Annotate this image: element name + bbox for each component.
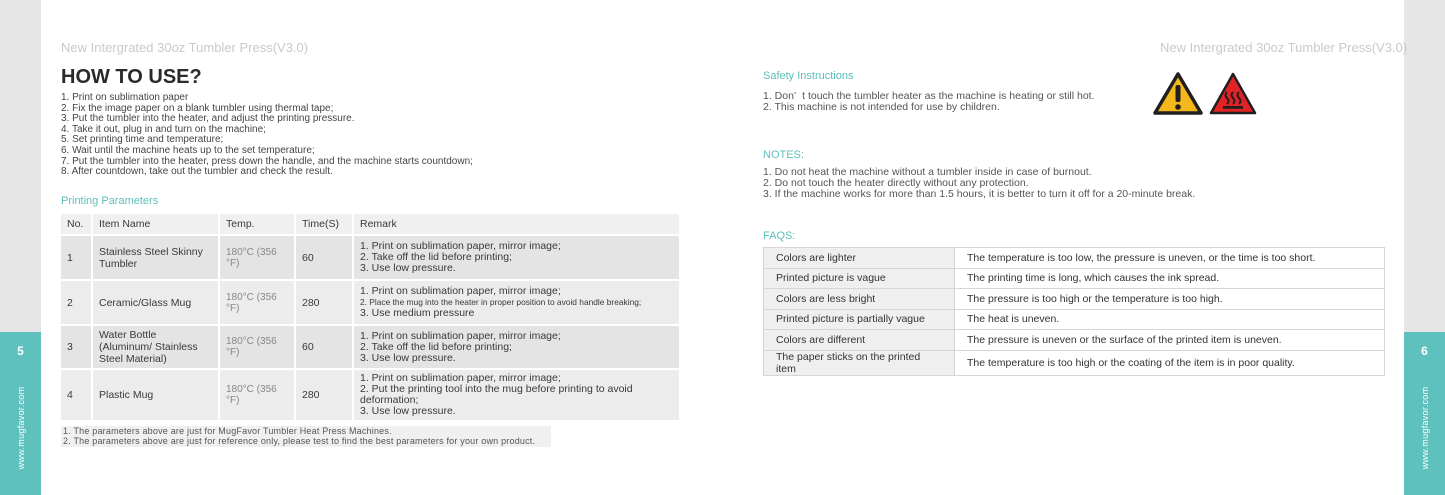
remark-line: 2. Take off the lid before printing;: [360, 251, 512, 263]
remark-line: 2. Put the printing tool into the mug before printing to avoid deformation;: [360, 383, 633, 406]
step: 3. Put the tumbler into the heater, and adjust the printing pressure.: [61, 113, 355, 125]
faq-row: [764, 289, 1385, 310]
cell-no: 1: [61, 236, 91, 279]
warning-icon: [1153, 72, 1203, 115]
step: 6. Wait until the machine heats up to the set temperature;: [61, 144, 315, 156]
cell-temp: 180°C (356 °F): [220, 326, 294, 368]
cell-time: 280: [296, 370, 352, 420]
remark-line: 3. Use medium pressure: [360, 307, 475, 319]
faq-answer: The pressure is uneven or the surface of the printed item is uneven.: [955, 330, 1385, 351]
running-header-right: New Intergrated 30oz Tumbler Press(V3.0): [1160, 40, 1408, 55]
safety-icons: [1153, 72, 1257, 115]
column-header: No.: [61, 214, 91, 234]
safety-item: 2. This machine is not intended for use by children.: [763, 101, 1000, 113]
cell-time: 60: [296, 326, 352, 368]
page-number: 5: [17, 344, 24, 358]
faq-answer: The printing time is long, which causes the ink spread.: [955, 268, 1385, 289]
page-number: 6: [1421, 344, 1428, 358]
faq-table: [763, 247, 1385, 376]
cell-temp: 180°C (356 °F): [220, 236, 294, 279]
cell-temp: 180°C (356 °F): [220, 370, 294, 420]
remark-line: 2. Place the mug into the heater in proper position to avoid handle breaking;: [360, 297, 642, 307]
cell-time: 60: [296, 236, 352, 279]
page-title: HOW TO USE?: [61, 66, 202, 88]
remark-line: 3. Use low pressure.: [360, 262, 456, 274]
remark-line: 3. Use low pressure.: [360, 405, 456, 417]
cell-no: 4: [61, 370, 91, 420]
section-title-faqs: FAQS:: [763, 230, 796, 242]
section-title-printing-parameters: Printing Parameters: [61, 195, 159, 207]
table-row: [61, 236, 679, 279]
table-row: [61, 281, 679, 324]
website-label: www.mugfavor.com: [15, 386, 26, 470]
cell-remark: [354, 370, 679, 420]
printing-parameters-table: [59, 212, 681, 422]
faq-question: Colors are different: [764, 330, 955, 351]
cell-item: Water Bottle (Aluminum/ Stainless Steel Material): [93, 326, 218, 368]
faq-row: [764, 330, 1385, 351]
cell-remark: [354, 326, 679, 368]
parameters-footnote: [61, 426, 551, 447]
running-header-left: New Intergrated 30oz Tumbler Press(V3.0): [61, 40, 309, 55]
faq-row: [764, 248, 1385, 269]
step: 8. After countdown, take out the tumbler and check the result.: [61, 166, 333, 178]
section-title-safety: Safety Instructions: [763, 70, 854, 82]
note-item: 3. If the machine works for more than 1.5 hours, it is better to turn it off for a 20-minute break.: [763, 188, 1196, 200]
cell-no: 3: [61, 326, 91, 368]
faq-question: The paper sticks on the printed item: [764, 350, 955, 375]
cell-temp: 180°C (356 °F): [220, 281, 294, 324]
page-tab-right: [1404, 332, 1445, 495]
remark-line: 1. Print on sublimation paper, mirror image;: [360, 372, 561, 384]
column-header: Item Name: [93, 214, 218, 234]
website-label: www.mugfavor.com: [1419, 386, 1430, 470]
table-row: [61, 370, 679, 420]
faq-row: [764, 350, 1385, 375]
usage-steps: [61, 93, 473, 178]
step: 1. Print on sublimation paper: [61, 92, 189, 103]
note-item: 2. Do not touch the heater directly without any protection.: [763, 177, 1029, 189]
faq-answer: The temperature is too low, the pressure is uneven, or the time is too short.: [955, 248, 1385, 269]
hot-surface-icon: [1209, 72, 1257, 115]
column-header: Temp.: [220, 214, 294, 234]
table-header-row: [61, 214, 679, 234]
remark-line: 3. Use low pressure.: [360, 351, 456, 364]
cell-no: 2: [61, 281, 91, 324]
safety-item: 1. Don’ t touch the tumbler heater as the machine is heating or still hot.: [763, 90, 1095, 102]
remark-line: 2. Take off the lid before printing;: [360, 340, 512, 353]
step: 5. Set printing time and temperature;: [61, 134, 224, 146]
column-header: Time(S): [296, 214, 352, 234]
faq-row: [764, 309, 1385, 330]
footnote-line: 1. The parameters above are just for MugFavor Tumbler Heat Press Machines.: [63, 426, 392, 436]
section-title-notes: NOTES:: [763, 149, 804, 161]
step: 4. Take it out, plug in and turn on the machine;: [61, 123, 266, 135]
cell-remark: [354, 236, 679, 279]
faq-question: Colors are less bright: [764, 289, 955, 310]
faq-answer: The heat is uneven.: [955, 309, 1385, 330]
remark-line: 1. Print on sublimation paper, mirror image;: [360, 240, 561, 252]
faq-question: Colors are lighter: [764, 248, 955, 269]
cell-time: 280: [296, 281, 352, 324]
step: 2. Fix the image paper on a blank tumbler using thermal tape;: [61, 102, 334, 114]
faq-question: Printed picture is partially vague: [764, 309, 955, 330]
faq-answer: The temperature is too high or the coating of the item is in poor quality.: [955, 350, 1385, 375]
notes-list: [763, 167, 1195, 200]
remark-line: 1. Print on sublimation paper, mirror image;: [360, 329, 561, 342]
cell-item: Ceramic/Glass Mug: [93, 281, 218, 324]
cell-item: Plastic Mug: [93, 370, 218, 420]
safety-list: [763, 91, 1095, 113]
footnote-line: 2. The parameters above are just for reference only, please test to find the best parameters for your own product.: [63, 436, 536, 446]
remark-line: 1. Print on sublimation paper, mirror image;: [360, 285, 561, 297]
faq-question: Printed picture is vague: [764, 268, 955, 289]
page-tab-left: [0, 332, 41, 495]
faq-answer: The pressure is too high or the temperature is too high.: [955, 289, 1385, 310]
cell-item: Stainless Steel Skinny Tumbler: [93, 236, 218, 279]
cell-remark: [354, 281, 679, 324]
column-header: Remark: [354, 214, 679, 234]
note-item: 1. Do not heat the machine without a tumbler inside in case of burnout.: [763, 166, 1092, 178]
faq-row: [764, 268, 1385, 289]
table-row: [61, 326, 679, 368]
step: 7. Put the tumbler into the heater, press down the handle, and the machine starts countdown;: [61, 155, 473, 167]
